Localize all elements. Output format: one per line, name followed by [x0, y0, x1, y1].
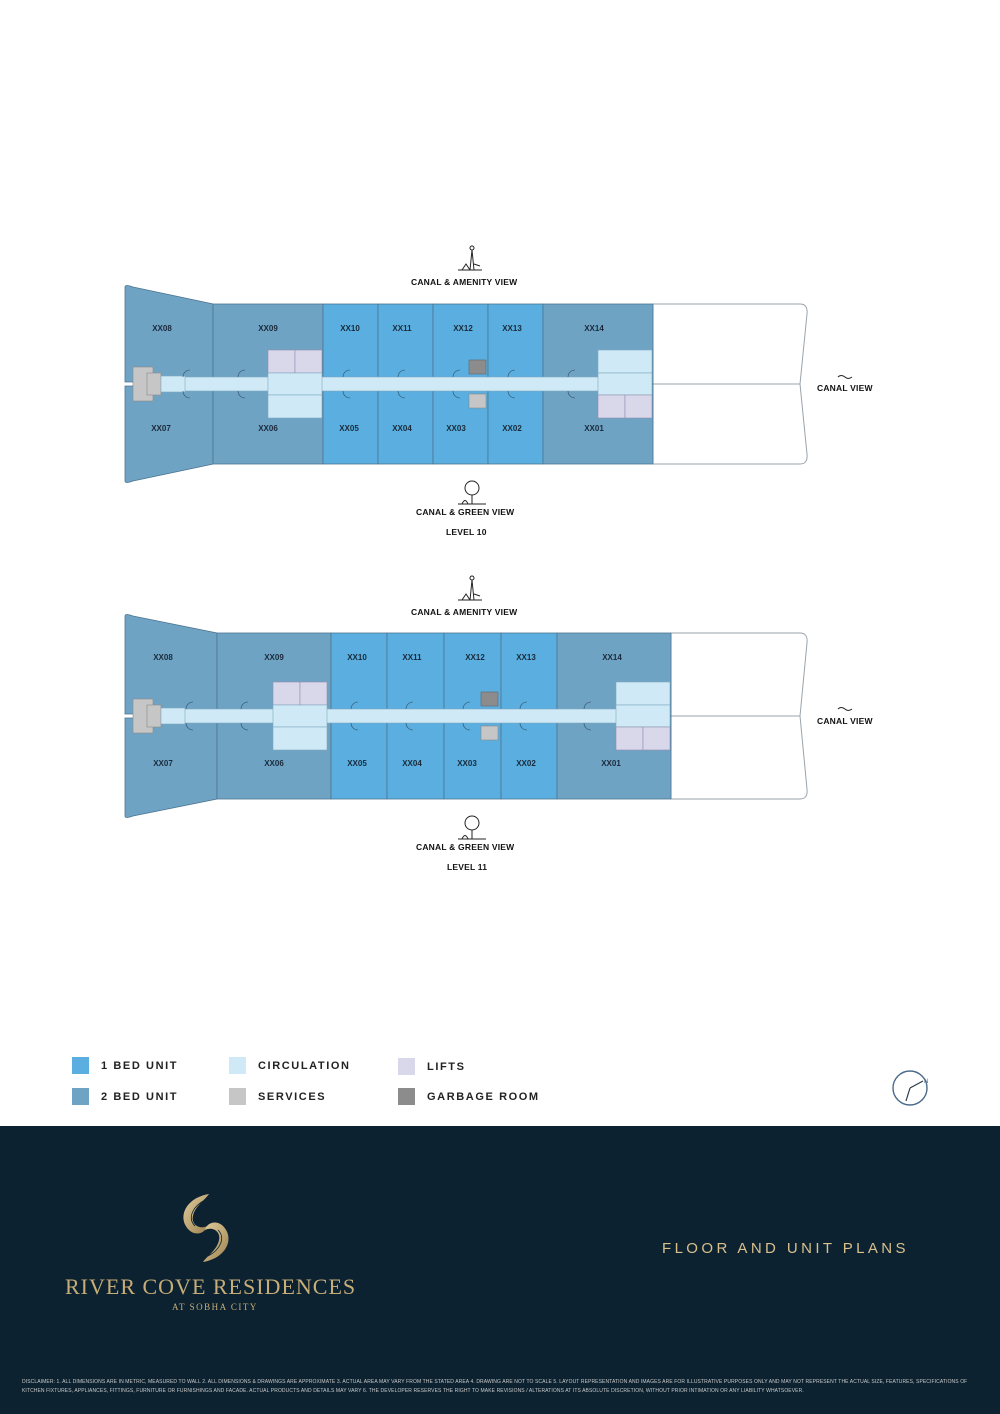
lift: [598, 395, 625, 418]
legend-label: 1 BED UNIT: [101, 1059, 179, 1072]
unit-xx13: [488, 304, 543, 384]
tree-icon: [465, 816, 479, 830]
floor-plan-level-11: [0, 570, 1000, 880]
corridor: [170, 377, 641, 391]
garbage-room: [469, 360, 486, 374]
unit-label: XX14: [584, 324, 604, 333]
unit-label: XX11: [392, 324, 412, 333]
lift-lobby: [273, 705, 327, 727]
view-label-bottom: CANAL & GREEN VIEW: [416, 507, 515, 517]
unit-label: XX13: [502, 324, 522, 333]
north-arrow-icon: [890, 1066, 934, 1110]
unit-xx13: [501, 633, 557, 716]
legend-swatch: [72, 1088, 89, 1105]
unit-label: XX09: [264, 653, 284, 662]
view-label-right: CANAL VIEW: [817, 716, 873, 726]
legend-label: GARBAGE ROOM: [427, 1090, 540, 1103]
services-core: [147, 705, 161, 727]
view-label-bottom: CANAL & GREEN VIEW: [416, 842, 515, 852]
legend-swatch: [229, 1088, 246, 1105]
svg-text:N: N: [924, 1079, 929, 1085]
legend-swatch: [229, 1057, 246, 1074]
unit-xx04: [387, 716, 444, 799]
unit-label: XX13: [516, 653, 536, 662]
unit-label: XX03: [446, 424, 466, 433]
view-label-top: CANAL & AMENITY VIEW: [411, 277, 518, 287]
legend-label: CIRCULATION: [258, 1059, 351, 1072]
legend-label: SERVICES: [258, 1090, 327, 1103]
unit-label: XX07: [153, 759, 173, 768]
legend-item-2-bed: [72, 1088, 178, 1105]
amenity-view-icon: [470, 246, 474, 250]
lift-lobby: [598, 373, 652, 395]
lift-lobby: [616, 705, 670, 727]
unit-label: XX12: [465, 653, 485, 662]
unit-xx10: [331, 633, 387, 716]
lift: [616, 727, 643, 750]
amenity-view-icon: [458, 250, 482, 270]
stair-lobby: [161, 376, 185, 392]
legend-item-garbage-room: [398, 1088, 540, 1105]
legend-item-1-bed: [72, 1057, 178, 1074]
brand-name: RIVER COVE RESIDENCES: [65, 1274, 357, 1299]
unit-label: XX14: [602, 653, 622, 662]
services-room: [469, 394, 486, 408]
floor-plan-level-10: [0, 240, 1000, 540]
legend-label: LIFTS: [427, 1060, 466, 1073]
tree-icon: [465, 481, 479, 495]
unit-label: XX02: [502, 424, 522, 433]
unit-label: XX02: [516, 759, 536, 768]
unit-label: XX08: [153, 653, 173, 662]
garbage-room: [481, 692, 498, 706]
unit-label: XX06: [258, 424, 278, 433]
unit-label: XX06: [264, 759, 284, 768]
unit-label: XX07: [151, 424, 171, 433]
canal-view-icon: [838, 708, 852, 711]
stair: [273, 727, 327, 750]
disclaimer-text: DISCLAIMER: 1. ALL DIMENSIONS ARE IN METRIC, MEASURED TO WALL 2. ALL DIMENSIONS & DRAWINGS ARE APPROXIMATE 3. ACTUAL AREA MAY VARY FROM THE STATED AREA 4. DRAWING ARE NOT TO SCALE 5. LAYOUT REPRESENTATION AND IMAGES ARE FOR ILLUSTRATIVE PURPOSES ONLY AND MAY NOT REPRESENT THE ACTUAL SIZE, FEATURES, SPECIFICATIONS OF KITCHEN FIXTURES, APPLIANCES, FITTINGS, FURNITURE OR FURNISHINGS AND FACADE. ACTUAL PRODUCTS AND DETAILS MAY VARY 6. THE DEVELOPER RESERVES THE RIGHT TO MAKE REVISIONS / ALTERATIONS AT ITS ABSOLUTE DISCRETION, WITHOUT PRIOR INTIMATION OR ANY LIABILITY WHATSOEVER.: [22, 1379, 968, 1394]
legend-item-circulation: [229, 1057, 351, 1074]
unit-label: XX10: [347, 653, 367, 662]
unit-label: XX01: [584, 424, 604, 433]
unit-xx10: [323, 304, 378, 384]
unit-xx02: [501, 716, 557, 799]
unit-label: XX09: [258, 324, 278, 333]
unit-label: XX10: [340, 324, 360, 333]
legend-swatch: [72, 1057, 89, 1074]
legend-swatch: [398, 1088, 415, 1105]
services-core: [147, 373, 161, 395]
legend-label: 2 BED UNIT: [101, 1090, 179, 1103]
stair: [598, 350, 652, 373]
legend-swatch: [398, 1058, 415, 1075]
lift: [625, 395, 652, 418]
lift: [643, 727, 670, 750]
view-label-right: CANAL VIEW: [817, 383, 873, 393]
stair-lobby: [161, 708, 185, 724]
unit-xx11: [378, 304, 433, 384]
corridor: [170, 709, 659, 723]
services-room: [481, 726, 498, 740]
lift-lobby: [268, 373, 322, 395]
unit-label: XX08: [152, 324, 172, 333]
unit-label: XX05: [339, 424, 359, 433]
legend: [72, 1055, 592, 1115]
page-title: FLOOR AND UNIT PLANS: [662, 1240, 909, 1257]
unit-label: XX05: [347, 759, 367, 768]
canal-view-icon: [838, 376, 852, 379]
unit-label: XX01: [601, 759, 621, 768]
unit-xx05: [331, 716, 387, 799]
unit-label: XX04: [402, 759, 422, 768]
level-label: LEVEL 11: [447, 862, 488, 872]
unit-label: XX12: [453, 324, 473, 333]
lift: [268, 350, 295, 373]
unit-label: XX03: [457, 759, 477, 768]
legend-item-lifts: [398, 1058, 466, 1075]
unit-label: XX11: [402, 653, 422, 662]
lift: [295, 350, 322, 373]
legend-item-services: [229, 1088, 326, 1105]
brand-logo-icon: [175, 1192, 237, 1264]
level-label: LEVEL 10: [446, 527, 487, 537]
footer: [0, 1126, 1000, 1414]
lift: [273, 682, 300, 705]
amenity-view-icon: [458, 580, 482, 600]
amenity-view-icon: [470, 576, 474, 580]
lift: [300, 682, 327, 705]
unit-label: XX04: [392, 424, 412, 433]
stair: [616, 682, 670, 705]
view-label-top: CANAL & AMENITY VIEW: [411, 607, 518, 617]
unit-xx11: [387, 633, 444, 716]
brand-subtitle: AT SOBHA CITY: [172, 1302, 258, 1312]
stair: [268, 395, 322, 418]
